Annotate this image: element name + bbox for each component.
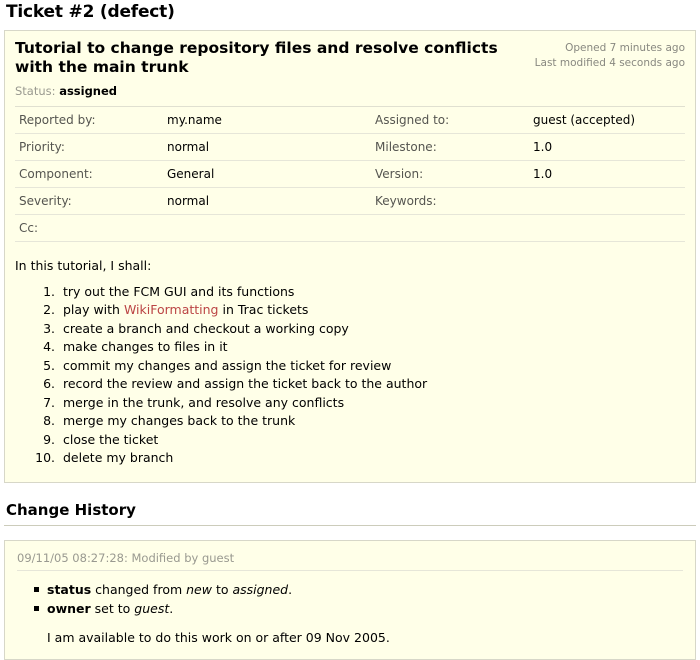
ticket-status-value: assigned	[59, 83, 118, 98]
list-item	[59, 320, 685, 339]
step-text: record the review and assign the ticket back to the author	[63, 376, 428, 392]
property-label: Priority:	[15, 133, 163, 160]
change-from-value: guest	[134, 600, 170, 616]
property-value	[529, 187, 685, 214]
change-from-value: new	[186, 581, 212, 597]
ticket-header	[15, 39, 685, 78]
step-text: delete my branch	[63, 450, 174, 466]
table-row	[15, 214, 685, 241]
table-row	[15, 107, 685, 134]
change-tail: .	[288, 581, 293, 597]
change-field: owner	[47, 600, 91, 616]
property-value: 1.0	[529, 133, 685, 160]
property-value: General	[163, 160, 371, 187]
ticket-status-label: Status:	[15, 83, 56, 98]
step-text: commit my changes and assign the ticket for review	[63, 357, 392, 373]
list-item	[59, 431, 685, 450]
property-value: normal	[163, 187, 371, 214]
change-entry-header: 09/11/05 08:27:28: Modified by guest	[17, 551, 683, 571]
property-label	[371, 214, 529, 241]
property-value	[163, 214, 371, 241]
step-text: merge in the trunk, and resolve any conflicts	[63, 394, 345, 410]
change-tail: .	[169, 600, 174, 616]
step-text-post: in Trac tickets	[218, 302, 309, 318]
change-history-heading: Change History	[6, 500, 136, 519]
property-label: Reported by:	[15, 107, 163, 134]
list-item	[59, 338, 685, 357]
page-title: Ticket #2 (defect)	[6, 2, 175, 22]
table-row	[15, 133, 685, 160]
ticket-modified-date: Last modified 4 seconds ago	[534, 57, 685, 70]
change-list	[17, 581, 683, 619]
change-to-value: assigned	[232, 581, 289, 597]
ticket-status	[15, 84, 685, 98]
change-join: to	[211, 581, 233, 597]
list-item	[47, 581, 683, 600]
ticket-opened-date: Opened 7 minutes ago	[565, 42, 685, 54]
list-item	[59, 394, 685, 413]
step-text: try out the FCM GUI and its functions	[63, 283, 295, 299]
ticket-properties-table	[15, 107, 685, 242]
step-text: make changes to files in it	[63, 339, 228, 355]
ticket-description	[15, 258, 685, 468]
change-comment: I am available to do this work on or after 09 Nov 2005.	[47, 630, 390, 646]
property-value: 1.0	[529, 160, 685, 187]
change-field: status	[47, 581, 92, 597]
step-text: close the ticket	[63, 431, 159, 447]
change-history-box	[4, 540, 696, 660]
step-text: merge my changes back to the trunk	[63, 413, 296, 429]
step-text: create a branch and checkout a working copy	[63, 320, 349, 336]
ticket-summary: Tutorial to change repository files and resolve conflicts with the main trunk	[15, 39, 498, 77]
property-label: Severity:	[15, 187, 163, 214]
list-item	[47, 600, 683, 619]
table-row	[15, 160, 685, 187]
property-value: guest (accepted)	[529, 107, 685, 134]
description-steps-list	[15, 283, 685, 468]
step-text: play with	[63, 302, 124, 318]
change-text: set to	[90, 600, 135, 616]
property-value: my.name	[163, 107, 371, 134]
property-label: Keywords:	[371, 187, 529, 214]
property-value: normal	[163, 133, 371, 160]
change-text: changed from	[91, 581, 187, 597]
list-item	[59, 412, 685, 431]
description-intro: In this tutorial, I shall:	[15, 257, 152, 273]
list-item	[59, 357, 685, 376]
property-label: Cc:	[15, 214, 163, 241]
ticket-page	[0, 2, 700, 660]
ticket-dates	[535, 39, 685, 71]
property-label: Version:	[371, 160, 529, 187]
divider	[4, 525, 696, 526]
ticket-details-box	[4, 30, 696, 483]
wikiformatting-link[interactable]: WikiFormatting	[123, 302, 219, 318]
property-label: Assigned to:	[371, 107, 529, 134]
property-label: Milestone:	[371, 133, 529, 160]
list-item	[59, 375, 685, 394]
list-item	[59, 449, 685, 468]
list-item	[59, 301, 685, 320]
property-label: Component:	[15, 160, 163, 187]
table-row	[15, 187, 685, 214]
property-value	[529, 214, 685, 241]
list-item	[59, 283, 685, 302]
